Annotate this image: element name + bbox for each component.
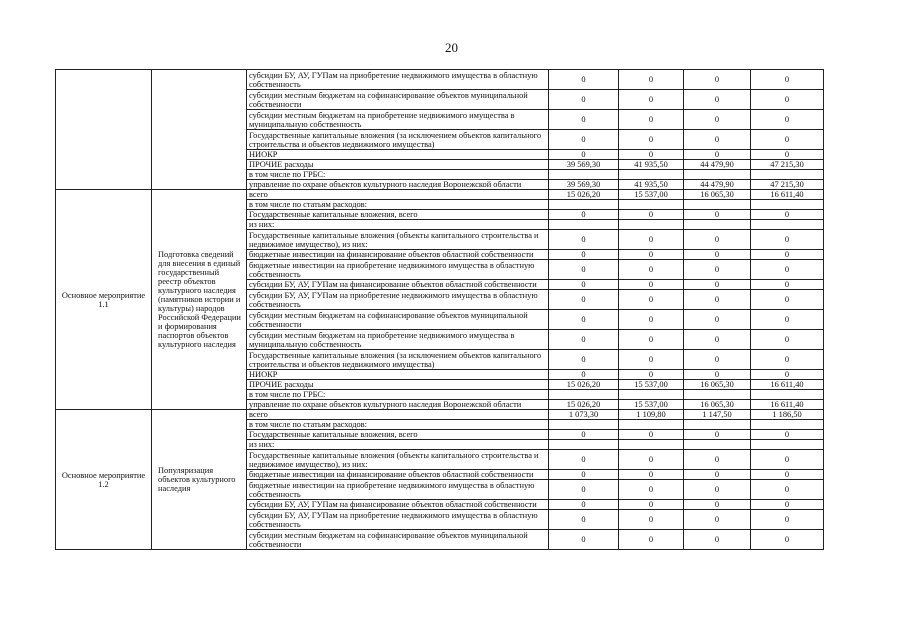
amount-cell: 0 (751, 500, 824, 510)
amount-cell: 0 (684, 350, 751, 370)
amount-cell: 0 (751, 450, 824, 470)
expense-item-label: из них: (247, 220, 549, 230)
amount-cell (751, 170, 824, 180)
expense-item-label: бюджетные инвестиции на финансирование объектов областной собственности (247, 250, 549, 260)
amount-cell: 0 (684, 470, 751, 480)
amount-cell: 1 186,50 (751, 410, 824, 420)
amount-cell (549, 200, 619, 210)
amount-cell: 0 (619, 250, 684, 260)
amount-cell: 0 (684, 480, 751, 500)
amount-cell (684, 390, 751, 400)
amount-cell: 0 (619, 510, 684, 530)
expense-item-label: управление по охране объектов культурного наследия Воронежской области (247, 400, 549, 410)
amount-cell: 0 (549, 230, 619, 250)
expense-item-label: НИОКР (247, 370, 549, 380)
expense-item-label: в том числе по ГРБС: (247, 170, 549, 180)
expense-item-label: ПРОЧИЕ расходы (247, 160, 549, 170)
amount-cell: 0 (619, 150, 684, 160)
amount-cell: 0 (684, 70, 751, 90)
budget-table (55, 69, 824, 550)
amount-cell: 39 569,30 (549, 160, 619, 170)
expense-item-label: из них: (247, 440, 549, 450)
amount-cell: 0 (751, 370, 824, 380)
amount-cell: 0 (549, 210, 619, 220)
expense-item-label: субсидии местным бюджетам на приобретение недвижимого имущества в муниципальную собственность (247, 110, 549, 130)
amount-cell (619, 200, 684, 210)
table-row (56, 410, 824, 420)
amount-cell: 15 537,00 (619, 190, 684, 200)
amount-cell: 0 (619, 530, 684, 550)
amount-cell: 16 065,30 (684, 380, 751, 390)
expense-item-label: Государственные капитальные вложения (за исключением объектов капитального строительства и объектов недвижимого имущества) (247, 130, 549, 150)
amount-cell: 0 (684, 370, 751, 380)
amount-cell: 16 065,30 (684, 400, 751, 410)
amount-cell: 0 (619, 480, 684, 500)
amount-cell: 0 (751, 70, 824, 90)
amount-cell: 0 (751, 510, 824, 530)
amount-cell: 16 611,40 (751, 190, 824, 200)
amount-cell: 0 (549, 530, 619, 550)
amount-cell: 0 (549, 370, 619, 380)
measure-name-cell: Популяризация объектов культурного наследия (152, 410, 247, 550)
amount-cell (684, 420, 751, 430)
amount-cell: 0 (684, 210, 751, 220)
amount-cell: 0 (549, 350, 619, 370)
expense-item-label: всего (247, 410, 549, 420)
amount-cell: 0 (684, 110, 751, 130)
amount-cell: 0 (549, 260, 619, 280)
amount-cell (751, 420, 824, 430)
amount-cell (684, 170, 751, 180)
amount-cell (751, 390, 824, 400)
amount-cell: 0 (684, 150, 751, 160)
amount-cell: 0 (684, 500, 751, 510)
amount-cell: 1 109,80 (619, 410, 684, 420)
expense-item-label: бюджетные инвестиции на приобретение недвижимого имущества в областную собственность (247, 480, 549, 500)
expense-item-label: бюджетные инвестиции на приобретение недвижимого имущества в областную собственность (247, 260, 549, 280)
amount-cell: 0 (549, 280, 619, 290)
amount-cell: 15 026,20 (549, 400, 619, 410)
amount-cell: 0 (549, 290, 619, 310)
amount-cell: 15 537,00 (619, 380, 684, 390)
amount-cell: 0 (619, 470, 684, 480)
amount-cell (751, 200, 824, 210)
amount-cell: 0 (619, 130, 684, 150)
amount-cell (751, 220, 824, 230)
amount-cell (619, 170, 684, 180)
amount-cell: 47 215,30 (751, 180, 824, 190)
amount-cell: 0 (549, 70, 619, 90)
amount-cell: 16 611,40 (751, 380, 824, 390)
amount-cell: 0 (619, 500, 684, 510)
amount-cell (549, 220, 619, 230)
amount-cell: 0 (619, 310, 684, 330)
amount-cell: 0 (619, 70, 684, 90)
amount-cell: 0 (549, 130, 619, 150)
measure-cell: Основное мероприятие 1.1 (56, 190, 152, 410)
amount-cell: 0 (619, 210, 684, 220)
measure-cell (56, 70, 152, 190)
amount-cell: 0 (549, 310, 619, 330)
amount-cell: 1 073,30 (549, 410, 619, 420)
amount-cell: 0 (751, 310, 824, 330)
amount-cell: 0 (549, 430, 619, 440)
amount-cell: 0 (684, 330, 751, 350)
amount-cell: 0 (751, 280, 824, 290)
amount-cell: 0 (751, 90, 824, 110)
amount-cell: 0 (751, 150, 824, 160)
expense-item-label: субсидии БУ, АУ, ГУПам на финансирование объектов областной собственности (247, 500, 549, 510)
expense-item-label: всего (247, 190, 549, 200)
amount-cell (549, 440, 619, 450)
measure-name-cell (152, 70, 247, 190)
page-number: 20 (445, 40, 458, 55)
amount-cell: 15 537,00 (619, 400, 684, 410)
amount-cell: 0 (751, 480, 824, 500)
expense-item-label: Государственные капитальные вложения (объекты капитального строительства и недвижимое имущество), из них: (247, 450, 549, 470)
amount-cell (549, 170, 619, 180)
amount-cell (751, 440, 824, 450)
amount-cell: 0 (684, 290, 751, 310)
amount-cell (684, 200, 751, 210)
amount-cell: 15 026,20 (549, 190, 619, 200)
expense-item-label: управление по охране объектов культурного наследия Воронежской области (247, 180, 549, 190)
amount-cell: 0 (619, 330, 684, 350)
amount-cell: 0 (684, 130, 751, 150)
expense-item-label: в том числе по статьям расходов: (247, 420, 549, 430)
amount-cell: 0 (751, 290, 824, 310)
amount-cell: 0 (751, 470, 824, 480)
amount-cell: 0 (549, 480, 619, 500)
expense-item-label: НИОКР (247, 150, 549, 160)
amount-cell (619, 440, 684, 450)
amount-cell: 0 (619, 110, 684, 130)
amount-cell: 0 (684, 90, 751, 110)
amount-cell: 0 (684, 250, 751, 260)
amount-cell: 15 026,20 (549, 380, 619, 390)
amount-cell (619, 420, 684, 430)
amount-cell: 0 (751, 250, 824, 260)
amount-cell: 0 (619, 260, 684, 280)
amount-cell: 0 (619, 370, 684, 380)
amount-cell (684, 440, 751, 450)
amount-cell (684, 220, 751, 230)
amount-cell: 0 (684, 450, 751, 470)
expense-item-label: субсидии БУ, АУ, ГУПам на приобретение недвижимого имущества в областную собственность (247, 290, 549, 310)
measure-name-cell: Подготовка сведений для внесения в единый государственный реестр объектов культурного наследия (памятников истории и культуры) народов Российской Федерации и формирования паспортов объектов культурного наследия (152, 190, 247, 410)
expense-item-label: Государственные капитальные вложения, всего (247, 430, 549, 440)
expense-item-label: ПРОЧИЕ расходы (247, 380, 549, 390)
expense-item-label: субсидии местным бюджетам на софинансирование объектов муниципальной собственности (247, 90, 549, 110)
expense-item-label: субсидии БУ, АУ, ГУПам на приобретение недвижимого имущества в областную собственность (247, 70, 549, 90)
amount-cell: 0 (684, 530, 751, 550)
amount-cell: 0 (549, 110, 619, 130)
amount-cell: 0 (751, 260, 824, 280)
table-row (56, 190, 824, 200)
expense-item-label: Государственные капитальные вложения (объекты капитального строительства и недвижимое имущество), из них: (247, 230, 549, 250)
amount-cell: 0 (751, 530, 824, 550)
amount-cell: 41 935,50 (619, 180, 684, 190)
amount-cell: 0 (751, 110, 824, 130)
expense-item-label: субсидии местным бюджетам на софинансирование объектов муниципальной собственности (247, 310, 549, 330)
expense-item-label: субсидии БУ, АУ, ГУПам на финансирование объектов областной собственности (247, 280, 549, 290)
amount-cell (619, 220, 684, 230)
amount-cell: 0 (549, 90, 619, 110)
amount-cell: 0 (684, 230, 751, 250)
amount-cell: 47 215,30 (751, 160, 824, 170)
amount-cell: 0 (751, 210, 824, 220)
amount-cell: 0 (619, 430, 684, 440)
amount-cell (619, 390, 684, 400)
amount-cell: 44 479,90 (684, 160, 751, 170)
amount-cell: 16 065,30 (684, 190, 751, 200)
amount-cell: 0 (549, 250, 619, 260)
amount-cell: 39 569,30 (549, 180, 619, 190)
amount-cell (549, 390, 619, 400)
expense-item-label: в том числе по статьям расходов: (247, 200, 549, 210)
amount-cell: 0 (619, 450, 684, 470)
amount-cell: 0 (684, 280, 751, 290)
amount-cell: 0 (549, 330, 619, 350)
amount-cell: 0 (684, 510, 751, 530)
expense-item-label: субсидии местным бюджетам на приобретение недвижимого имущества в муниципальную собственность (247, 330, 549, 350)
amount-cell: 0 (619, 350, 684, 370)
amount-cell: 0 (684, 260, 751, 280)
amount-cell: 0 (619, 90, 684, 110)
amount-cell: 0 (619, 230, 684, 250)
expense-item-label: бюджетные инвестиции на финансирование объектов областной собственности (247, 470, 549, 480)
amount-cell: 0 (549, 450, 619, 470)
amount-cell: 1 147,50 (684, 410, 751, 420)
amount-cell: 0 (684, 310, 751, 330)
amount-cell: 0 (549, 150, 619, 160)
amount-cell: 44 479,90 (684, 180, 751, 190)
amount-cell: 0 (619, 280, 684, 290)
expense-item-label: субсидии БУ, АУ, ГУПам на приобретение недвижимого имущества в областную собственность (247, 510, 549, 530)
amount-cell: 0 (684, 430, 751, 440)
amount-cell: 0 (619, 290, 684, 310)
expense-item-label: Государственные капитальные вложения (за исключением объектов капитального строительства и объектов недвижимого имущества) (247, 350, 549, 370)
amount-cell: 0 (751, 330, 824, 350)
amount-cell: 0 (549, 510, 619, 530)
amount-cell: 0 (549, 470, 619, 480)
amount-cell (549, 420, 619, 430)
table-row (56, 70, 824, 90)
expense-item-label: в том числе по ГРБС: (247, 390, 549, 400)
expense-item-label: субсидии местным бюджетам на софинансирование объектов муниципальной собственности (247, 530, 549, 550)
measure-cell: Основное мероприятие 1.2 (56, 410, 152, 550)
amount-cell: 16 611,40 (751, 400, 824, 410)
amount-cell: 0 (751, 130, 824, 150)
expense-item-label: Государственные капитальные вложения, всего (247, 210, 549, 220)
amount-cell: 0 (751, 350, 824, 370)
amount-cell: 41 935,50 (619, 160, 684, 170)
amount-cell: 0 (751, 430, 824, 440)
amount-cell: 0 (751, 230, 824, 250)
amount-cell: 0 (549, 500, 619, 510)
